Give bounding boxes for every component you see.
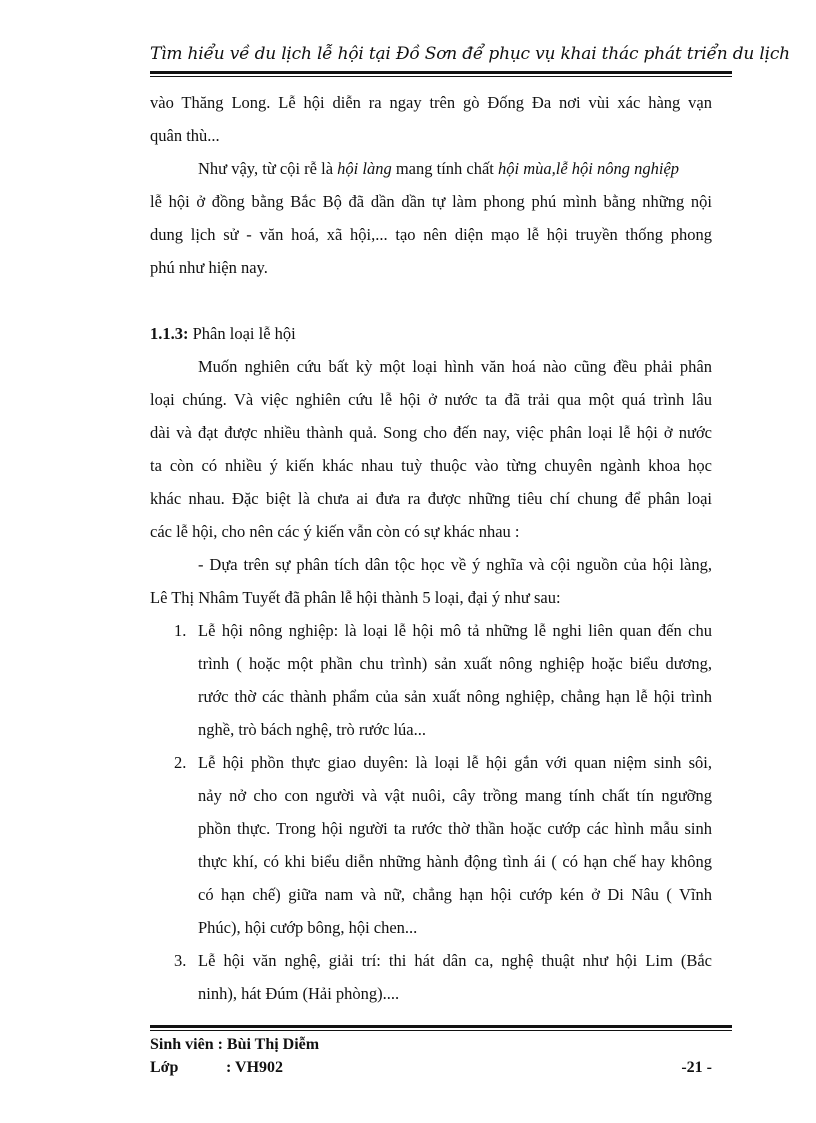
para2-line-6: các lễ hội, cho nên các ý kiến vẫn còn có sự khác nhau : (150, 522, 520, 541)
footer-rule-thick (150, 1025, 732, 1028)
intro-line-1: vào Thăng Long. Lễ hội diễn ra ngay trên gò Đống Đa nơi vùi xác hàng vạn (150, 93, 712, 112)
para2-line-4: ta còn có nhiều ý kiến khác nhau tuỳ thuộc vào từng chuyên ngành khoa học (150, 456, 712, 475)
para1-italic-hoi-lang: hội làng (337, 159, 392, 178)
footer-rule-thin (150, 1030, 732, 1031)
list-item-2-line-2: nảy nở cho con người và vật nuôi, cây trồng mang tính chất tín ngưỡng (198, 786, 712, 805)
section-number: 1.1.3: (150, 324, 189, 343)
list-item-3-line-2: ninh), hát Đúm (Hải phòng).... (198, 984, 400, 1003)
footer-student-name: Sinh viên : Bùi Thị Diễm (150, 1036, 320, 1053)
para2-line-1: Muốn nghiên cứu bất kỳ một loại hình văn hoá nào cũng đều phải phân (198, 357, 712, 376)
header-rule-thick (150, 71, 732, 74)
list-item-2-line-1: Lễ hội phồn thực giao duyên: là loại lễ hội gắn với quan niệm sinh sôi, (198, 753, 712, 772)
list-item-1-number: 1. (174, 621, 187, 640)
para1-text-a: Như vậy, từ cội rễ là (198, 159, 338, 178)
para1-line-1 (198, 159, 679, 179)
section-heading (150, 324, 296, 344)
para1-text-b: mang tính chất (391, 159, 499, 178)
para3-line-2: Lê Thị Nhâm Tuyết đã phân lễ hội thành 5 loại, đại ý như sau: (150, 588, 561, 607)
list-item-1-line-1: Lễ hội nông nghiệp: là loại lễ hội mô tả những lễ nghi liên quan đến chu (198, 621, 712, 640)
footer-class-label: Lớp (150, 1059, 179, 1076)
para1-italic-hoi-mua: hội mùa,lễ hội nông nghiệp (498, 159, 680, 178)
list-item-2-number: 2. (174, 753, 187, 772)
header-rule-thin (150, 76, 732, 77)
list-item-1-line-2: trình ( hoặc một phần chu trình) sản xuất nông nghiệp hoặc biểu dương, (198, 654, 712, 673)
para2-line-3: dài và đạt được nhiều thành quả. Song cho đến nay, việc phân loại lễ hội ở nước (150, 423, 712, 442)
list-item-2-line-6: Phúc), hội cướp bông, hội chen... (198, 918, 418, 937)
footer-class-value: : VH902 (226, 1059, 284, 1076)
list-item-1-line-4: nghề, trò bách nghệ, trò rước lúa... (198, 720, 426, 739)
para2-line-5: khác nhau. Đặc biệt là chưa ai đưa ra được những tiêu chí chung để phân loại (150, 489, 712, 508)
section-title: Phân loại lễ hội (188, 324, 296, 343)
para1-line-3: dung lịch sử - văn hoá, xã hội,... tạo nên diện mạo lễ hội truyền thống phong (150, 225, 712, 244)
page-number: -21 - (681, 1059, 712, 1076)
para2-line-2: loại chúng. Và việc nghiên cứu lễ hội ở nước ta đã trải qua một quá trình lâu (150, 390, 712, 409)
list-item-2-line-5: có hạn chế) giữa nam và nữ, chẳng hạn hội cướp kén ở Di Nâu ( Vĩnh (198, 885, 712, 904)
list-item-2-line-3: phồn thực. Trong hội người ta rước thờ thần hoặc cướp các hình mẫu sinh (198, 819, 712, 838)
list-item-3-number: 3. (174, 951, 187, 970)
list-item-2-line-4: thực khí, có khi biểu diễn những hành động tình ái ( có hạn chế hay không (198, 852, 712, 871)
para1-line-4: phú như hiện nay. (150, 258, 268, 277)
para1-line-2: lễ hội ở đồng bằng Bắc Bộ đã dần dần tự làm phong phú mình bằng những nội (150, 192, 712, 211)
running-header-title: Tìm hiểu về du lịch lễ hội tại Đồ Sơn để phục vụ khai thác phát triển du lịch (150, 44, 790, 64)
intro-line-2: quân thù... (150, 126, 220, 145)
list-item-1-line-3: rước thờ các thành phẩm của sản xuất nông nghiệp, chẳng hạn lễ hội trình (198, 687, 712, 706)
list-item-3-line-1: Lễ hội văn nghệ, giải trí: thi hát dân ca, nghệ thuật như hội Lim (Bắc (198, 951, 712, 970)
para3-line-1: - Dựa trên sự phân tích dân tộc học về ý nghĩa và cội nguồn của hội làng, (198, 555, 712, 574)
